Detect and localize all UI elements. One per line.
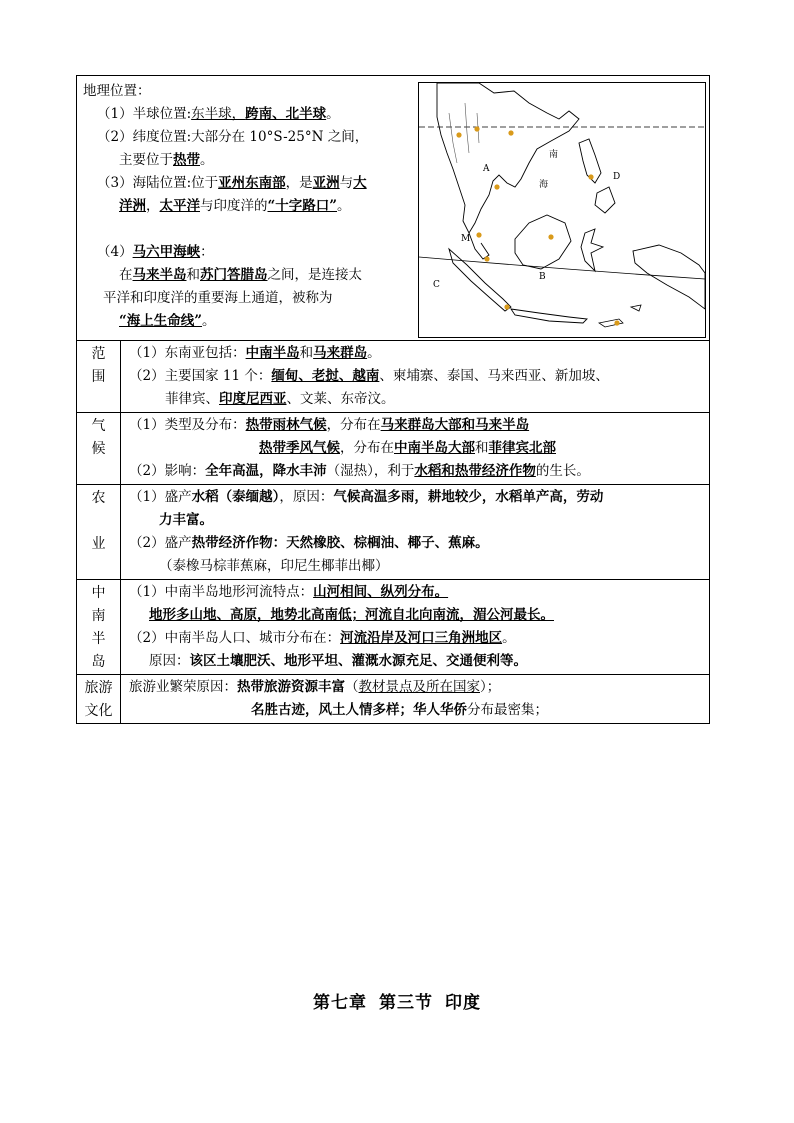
notes-table <box>76 75 710 724</box>
climate-content <box>121 413 710 485</box>
peninsula-category <box>77 580 121 675</box>
city-dot <box>456 132 461 137</box>
chapter-heading <box>0 988 794 1013</box>
strait-line-3: 平洋和印度洋的重要海上通道，被称为 <box>103 290 333 306</box>
strait-line: （4）马六甲海峡： <box>97 244 214 260</box>
peninsula-line-3: （2）中南半岛人口、城市分布在：河流沿岸及河口三角洲地区。 <box>129 630 516 646</box>
section-topic: 印度 <box>445 993 481 1013</box>
location-row <box>77 76 710 341</box>
notes-sheet <box>76 75 709 724</box>
tourism-content <box>121 675 710 724</box>
city-dot <box>548 234 553 239</box>
location-section <box>77 76 417 333</box>
scope-category <box>77 341 121 413</box>
peninsula-line-4: 原因：该区土壤肥沃、地形平坦、灌溉水源充足、交通便利等。 <box>149 653 527 669</box>
tourism-category <box>77 675 121 724</box>
tourism-row <box>77 675 710 724</box>
city-dot <box>504 304 509 309</box>
strait-line-4: “海上生命线”。 <box>119 313 216 329</box>
scope-row <box>77 341 710 413</box>
agriculture-content <box>121 485 710 580</box>
agriculture-line-1: （1）盛产水稻（泰缅越），原因：气候高温多雨，耕地较少，水稻单产高，劳动 <box>129 489 604 505</box>
climate-line-2: 热带季风气候，分布在中南半岛大部和菲律宾北部 <box>259 440 556 456</box>
section-number: 第三节 <box>379 993 433 1013</box>
city-dot <box>588 174 593 179</box>
category-char: 农 <box>91 490 106 506</box>
tourism-line-2: 名胜古迹，风土人情多样；华人华侨分布最密集； <box>251 702 548 718</box>
climate-line-1: （1）类型及分布：热带雨林气候，分布在马来群岛大部和马来半岛 <box>129 417 530 433</box>
sulawesi-outline <box>581 229 603 271</box>
latitude-line: （2）纬度位置:大部分在 10°S-25°N 之间， <box>97 129 369 145</box>
climate-row <box>77 413 710 485</box>
spacer <box>77 510 120 533</box>
tourism-line-1: 旅游业繁荣原因：热带旅游资源丰富（教材景点及所在国家）； <box>129 679 501 695</box>
peninsula-line-1: （1）中南半岛地形河流特点：山河相间、纵列分布。 <box>129 584 449 600</box>
map-label-d: D <box>613 172 621 182</box>
peninsula-content <box>121 580 710 675</box>
scope-line-3: 菲律宾、印度尼西亚、文莱、东帝汶。 <box>165 391 395 407</box>
strait-line-2: 在马来半岛和苏门答腊岛之间，是连接太 <box>119 267 362 283</box>
southeast-asia-map <box>418 82 706 338</box>
scope-line-2: （2）主要国家 11 个：缅甸、老挝、越南、柬埔寨、泰国、马来西亚、新加坡、 <box>129 368 609 384</box>
hemisphere-line: （1）半球位置:东半球，跨南、北半球。 <box>97 106 340 122</box>
agriculture-category <box>77 485 121 580</box>
mountain-ranges <box>449 103 479 163</box>
scope-content <box>121 341 710 413</box>
city-dot <box>474 126 479 131</box>
peninsula-line-2: 地形多山地、高原，地势北高南低；河流自北向南流，湄公河最长。 <box>149 607 554 623</box>
peninsula-row <box>77 580 710 675</box>
category-char: 业 <box>91 536 106 552</box>
chapter-number: 第七章 <box>313 993 367 1013</box>
new-guinea-outline <box>633 245 705 309</box>
category-char: 岛 <box>91 654 106 670</box>
category-char: 中 <box>91 585 106 601</box>
city-dot <box>614 320 619 325</box>
category-char: 旅游 <box>84 680 113 696</box>
agriculture-line-3: （2）盛产热带经济作物：天然橡胶、棕榈油、椰子、蕉麻。 <box>129 535 489 551</box>
climate-category <box>77 413 121 485</box>
category-char: 气 <box>91 418 106 434</box>
map-label-m: M <box>461 234 471 244</box>
city-dot <box>476 232 481 237</box>
map-label-hai: 海 <box>539 180 549 190</box>
sea-land-line: （3）海陆位置:位于亚州东南部，是亚洲与大 <box>97 175 367 191</box>
category-char: 半 <box>91 631 106 647</box>
sumatra-outline <box>449 249 511 311</box>
philippines-outline <box>579 139 615 213</box>
spacer <box>83 218 413 241</box>
map-label-c: C <box>433 280 440 290</box>
climate-line-3: （2）影响：全年高温，降水丰沛（湿热），利于水稻和热带经济作物的生长。 <box>129 463 590 479</box>
agriculture-row <box>77 485 710 580</box>
borneo-outline <box>515 215 571 269</box>
map-svg <box>419 83 705 337</box>
map-label-nan: 南 <box>549 150 559 160</box>
agriculture-line-4: （泰橡马棕菲蕉麻，印尼生椰菲出椰） <box>159 558 389 574</box>
map-label-a: A <box>483 164 490 174</box>
city-dot <box>494 184 499 189</box>
sea-land-line-2: 洋洲，太平洋与印度洋的“十字路口”。 <box>119 198 351 214</box>
city-dot <box>484 256 489 261</box>
city-dot <box>508 130 513 135</box>
scope-line-1: （1）东南亚包括：中南半岛和马来群岛。 <box>129 345 381 361</box>
map-label-b: B <box>539 272 546 282</box>
location-title: 地理位置： <box>83 83 151 99</box>
java-outline <box>511 309 587 323</box>
latitude-line-2: 主要位于热带。 <box>119 152 214 168</box>
category-char: 文化 <box>84 703 113 719</box>
category-char: 范 <box>91 346 106 362</box>
small-islands <box>599 305 641 327</box>
category-char: 南 <box>91 608 106 624</box>
category-char: 围 <box>91 369 106 385</box>
category-char: 候 <box>91 441 106 457</box>
agriculture-line-2: 力丰富。 <box>159 512 213 528</box>
